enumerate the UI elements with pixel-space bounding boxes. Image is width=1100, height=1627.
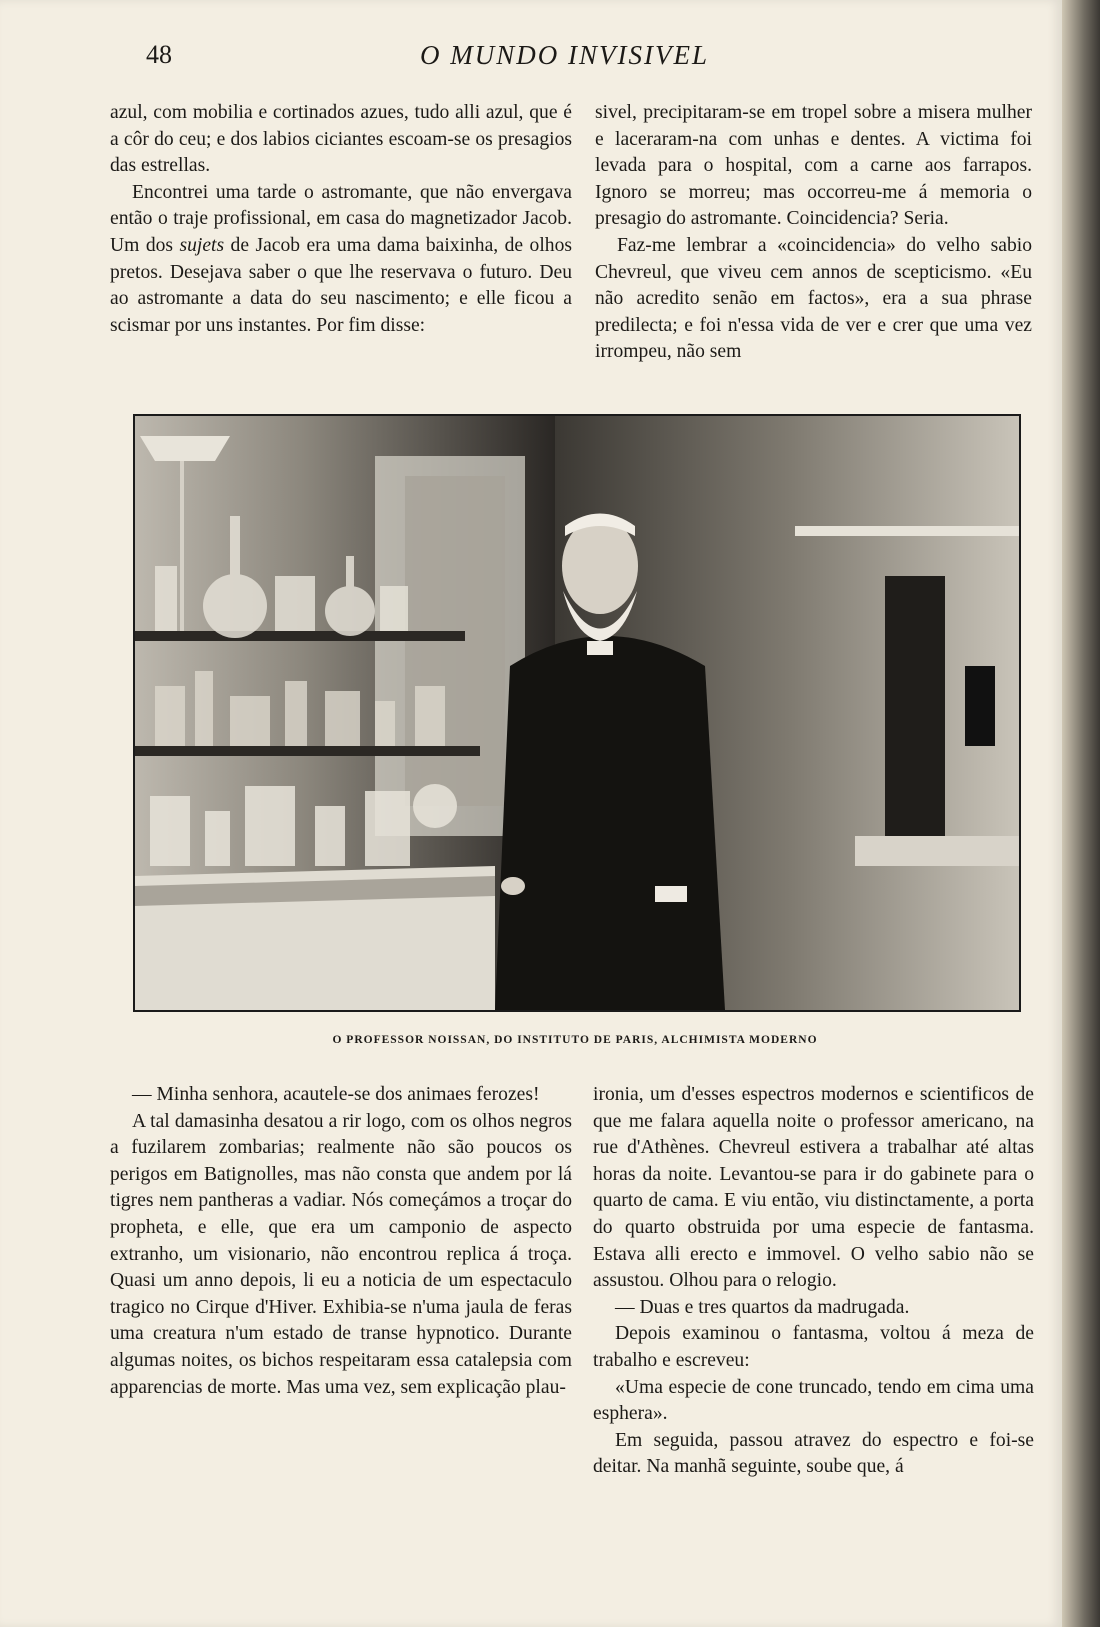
- paragraph: A tal damasinha desatou a rir logo, com os olhos negros a fuzilarem zombarias; realmente não são poucos os perigos em Batignolles, mas não consta que andem por lá tigres nem pantheras a vadiar. Nós começámos a troçar do propheta, e elle, que era um camponio de aspecto extranho, um visionario, não encontrou replica á troça. Quasi um anno depois, li eu a noticia de um espectaculo tragico no Cirque d'Hiver. Exhibia-se n'uma jaula de feras uma creatura n'um estado de transe hypnotico. Durante algumas noites, os bichos respeitaram essa catalepsia com apparencias de morte. Mas uma vez, sem explicação plau-: [110, 1110, 572, 1398]
- paragraph: «Uma especie de cone truncado, tendo em cima uma esphera».: [593, 1376, 1034, 1425]
- paragraph: [110, 180, 572, 340]
- paragraph: — Minha senhora, acautele-se dos animaes ferozes!: [132, 1084, 540, 1105]
- running-title: O MUNDO INVISIVEL: [420, 40, 709, 70]
- photo-caption: O PROFESSOR NOISSAN, DO INSTITUTO DE PARIS, ALCHIMISTA MODERNO: [332, 1034, 818, 1046]
- top-left-column: [110, 100, 572, 339]
- text-run: Encontrei uma tarde o astromante, que não envergava então o traje profissional, em casa do magnetizador Jacob. Um dos: [110, 181, 572, 256]
- text-run: de Jacob era uma dama baixinha, de olhos pretos. Desejava saber o que lhe reservava o futuro. Deu ao astromante a data do seu nascimento; e elle ficou a scismar por uns instantes. Por fim disse:: [110, 234, 572, 336]
- paragraph: — Duas e tres quartos da madrugada.: [615, 1296, 910, 1318]
- page-header: [130, 40, 1030, 80]
- paragraph: ironia, um d'esses espectros modernos e scientificos de que me falara aquella noite o professor americano, na rue d'Athènes. Chevreul estivera a trabalhar até altas horas da noite. Levantou-se para ir do gabinete para o quarto de cama. E viu então, viu distinctamente, a porta do quarto obstruida por uma especie de fantasma. Estava alli erecto e immovel. O velho sabio não se assustou. Olhou para o relogio.: [593, 1084, 1034, 1292]
- top-right-column: [595, 100, 1032, 366]
- bottom-right-column: [593, 1082, 1034, 1481]
- page-number: 48: [146, 40, 172, 69]
- paragraph: Faz-me lembrar a «coincidencia» do velho sabio Chevreul, que viveu cem annos de scepticismo. «Eu não acredito senão em factos», era a sua phrase predilecta; e foi n'essa vida de ver e crer que uma vez irrompeu, não sem: [595, 234, 1032, 363]
- paragraph: azul, com mobilia e cortinados azues, tudo alli azul, que é a côr do ceu; e dos labios ciciantes escoam-se os presagios das estrellas.: [110, 102, 572, 177]
- paragraph: Depois examinou o fantasma, voltou á meza de trabalho e escreveu:: [593, 1323, 1034, 1371]
- paragraph: sivel, precipitaram-se em tropel sobre a misera mulher e laceraram-na com unhas e dentes. A victima foi levada para o hospital, com a carne aos farrapos. Ignoro se morreu; mas occorreu-me á memoria o presagio do astromante. Coincidencia? Seria.: [595, 102, 1032, 230]
- photo-illustration: [135, 416, 1019, 1010]
- bottom-left-column: [110, 1082, 572, 1401]
- laboratory-photograph: [133, 414, 1021, 1012]
- paragraph: Em seguida, passou atravez do espectro e foi-se deitar. Na manhã seguinte, soube que, á: [593, 1429, 1034, 1478]
- italic-word: sujets: [179, 234, 225, 256]
- page-binding-edge: [1062, 0, 1100, 1627]
